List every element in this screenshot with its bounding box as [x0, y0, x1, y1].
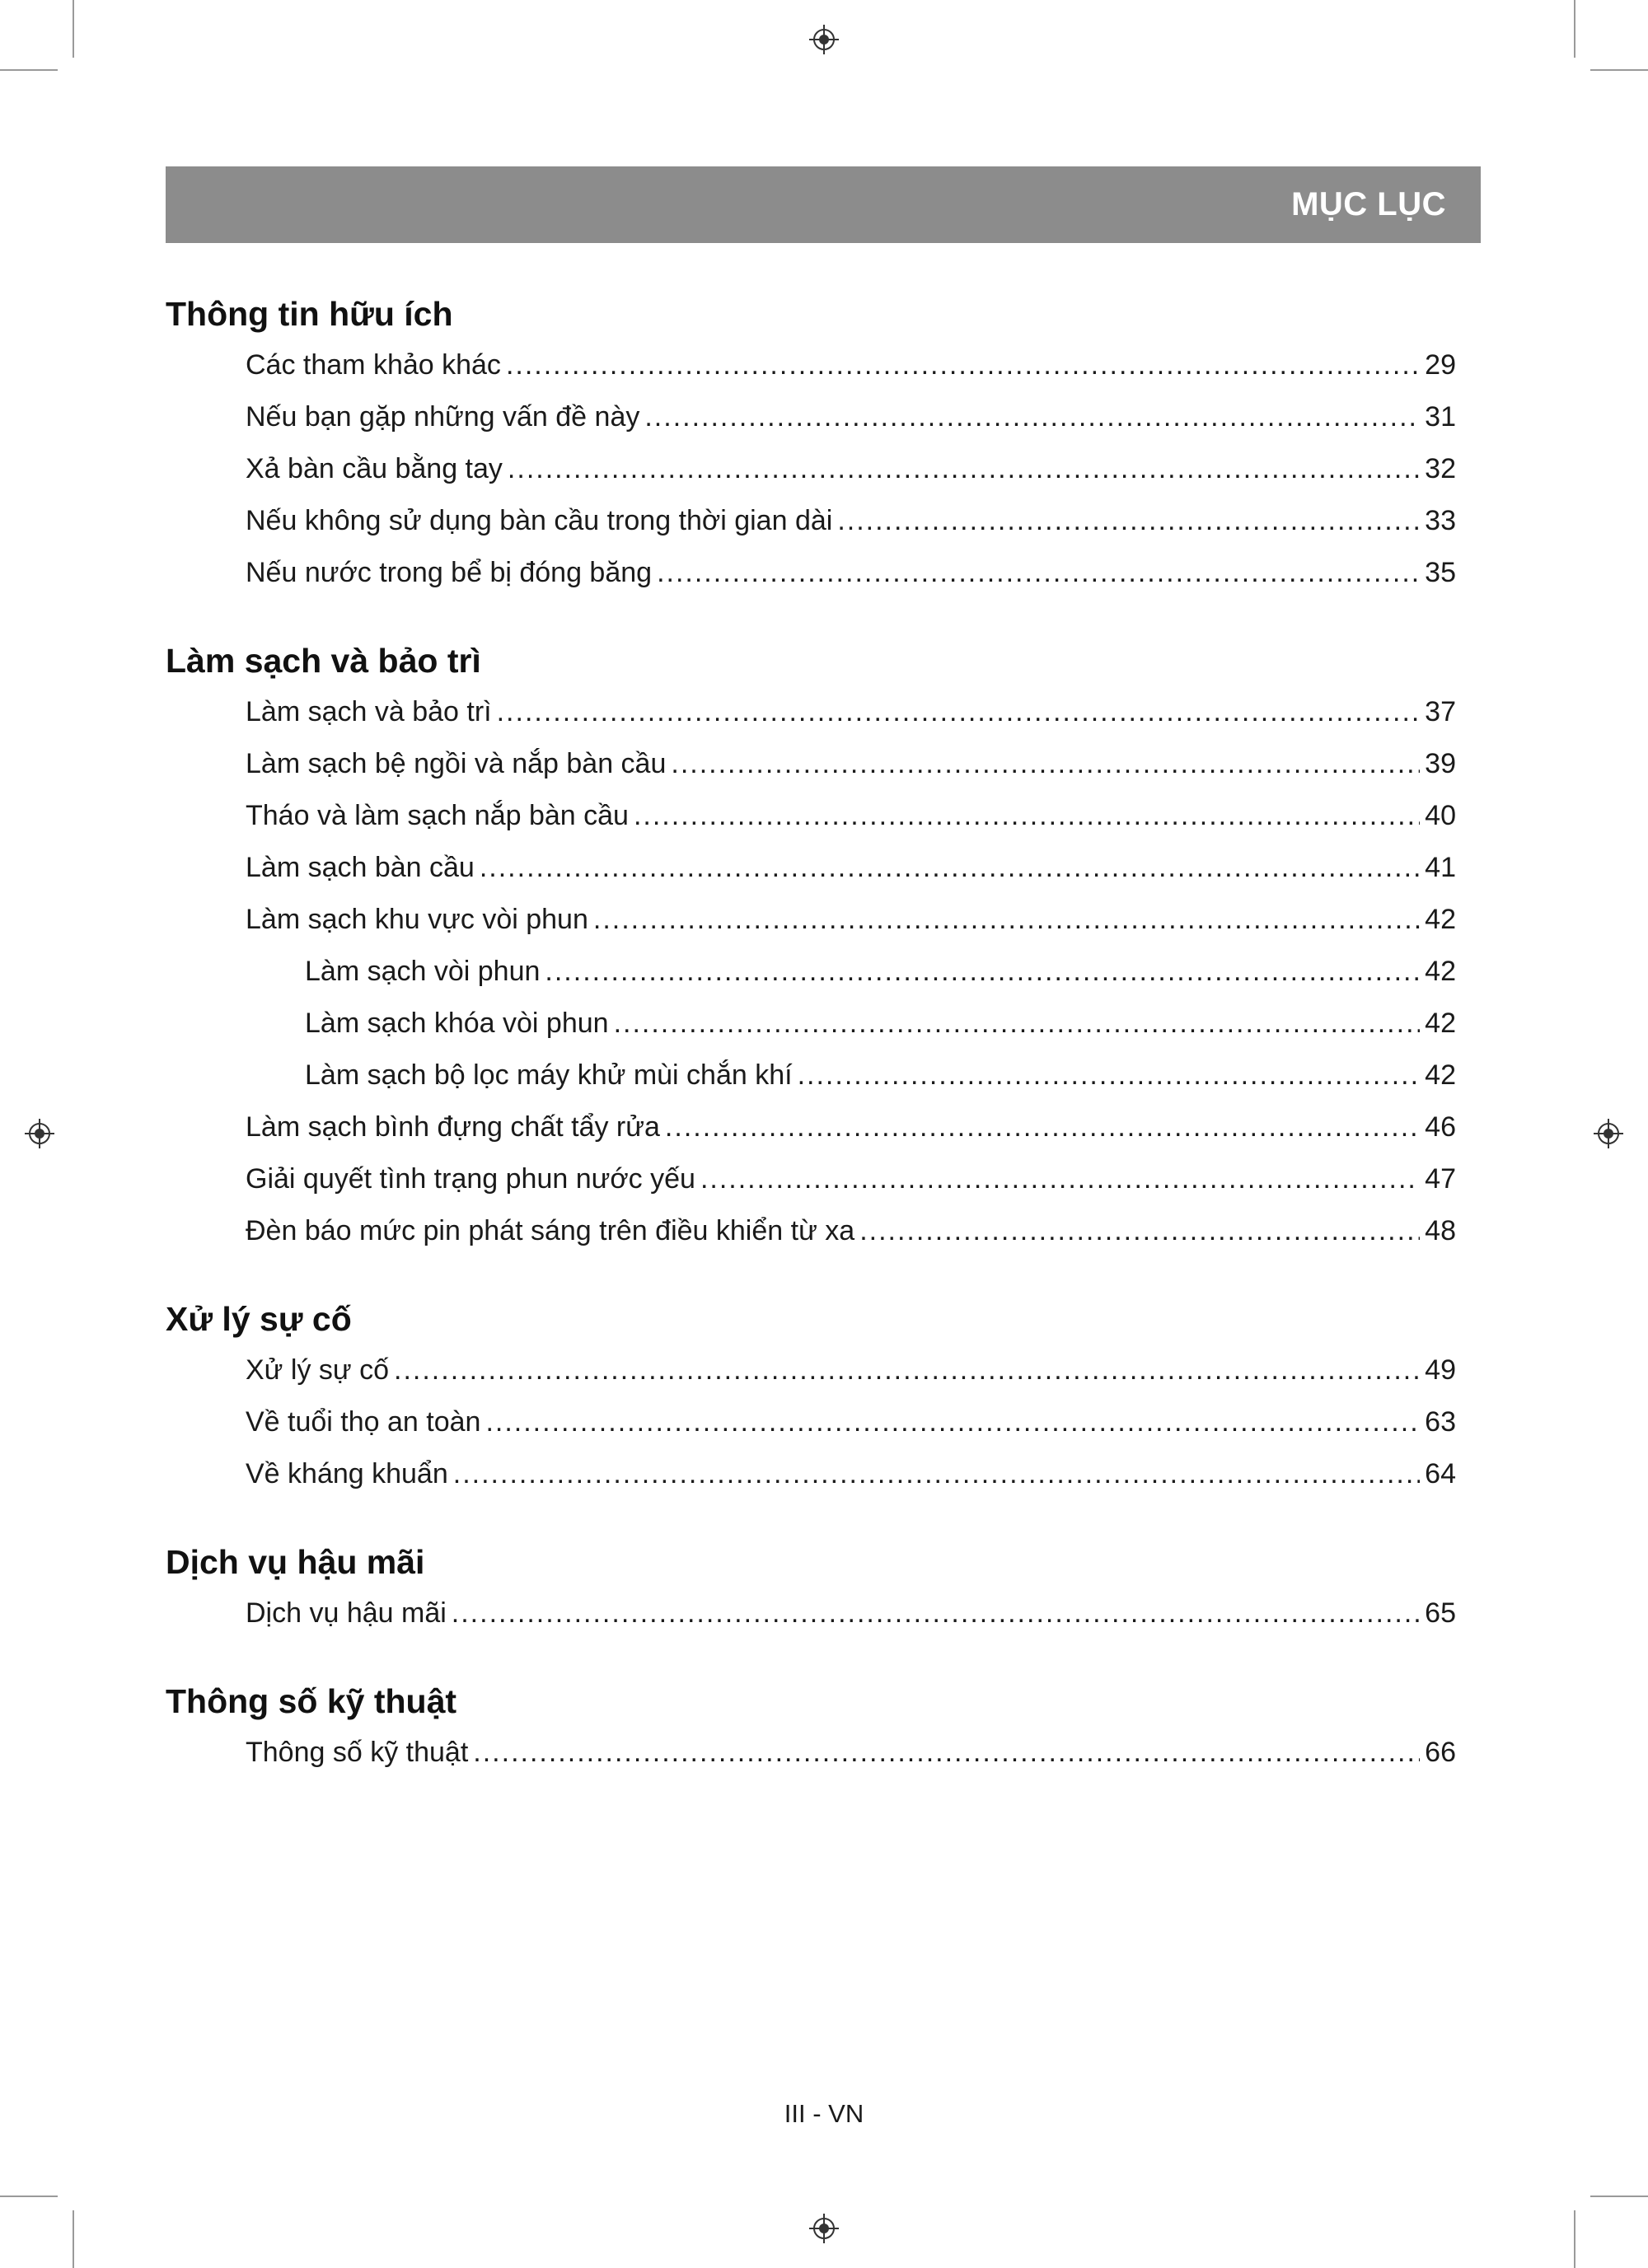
toc-entry[interactable]	[166, 547, 1456, 599]
toc-section-after-sales	[166, 1536, 1456, 1639]
toc-entry[interactable]	[166, 1344, 1456, 1396]
registration-mark-icon	[808, 23, 840, 56]
crop-mark	[73, 2210, 74, 2268]
leader-dots	[614, 998, 1421, 1050]
toc-entry-page: 42	[1425, 1008, 1456, 1039]
leader-dots	[644, 391, 1420, 443]
toc-entry[interactable]	[166, 391, 1456, 443]
toc-entry-page: 29	[1425, 349, 1456, 381]
leader-dots	[798, 1050, 1421, 1101]
leader-dots	[394, 1344, 1420, 1396]
crop-mark	[1574, 0, 1575, 58]
toc-entry-label: Nếu nước trong bể bị đóng băng	[246, 557, 653, 588]
crop-mark	[0, 69, 58, 71]
toc-entry-label: Làm sạch bệ ngồi và nắp bàn cầu	[246, 748, 667, 779]
toc-entry-label: Nếu không sử dụng bàn cầu trong thời gian dài	[246, 505, 833, 536]
toc-entry[interactable]	[166, 1396, 1456, 1448]
toc-entry-label: Thông số kỹ thuật	[246, 1737, 469, 1768]
toc-entry-page: 46	[1425, 1111, 1456, 1143]
leader-dots	[452, 1588, 1420, 1639]
leader-dots	[506, 339, 1420, 391]
toc-entry-label: Về kháng khuẩn	[246, 1458, 448, 1489]
toc-entry[interactable]	[166, 738, 1456, 790]
toc-entry[interactable]	[166, 339, 1456, 391]
toc-entry[interactable]	[166, 790, 1456, 842]
toc-entry-page: 37	[1425, 696, 1456, 727]
crop-mark	[1590, 69, 1648, 71]
toc-entry[interactable]	[166, 1588, 1456, 1639]
toc-entry-label: Giải quyết tình trạng phun nước yếu	[246, 1163, 695, 1195]
toc-subentry[interactable]	[166, 1050, 1456, 1101]
leader-dots	[671, 738, 1420, 790]
section-title: Xử lý sự cố	[166, 1300, 352, 1338]
leader-dots	[497, 686, 1421, 738]
crop-mark	[0, 2196, 58, 2197]
toc-entry[interactable]	[166, 686, 1456, 738]
toc-section-troubleshooting	[166, 1293, 1456, 1500]
page-title: MỤC LỤC	[1291, 186, 1446, 222]
header-band	[166, 166, 1481, 243]
page-number: III - VN	[784, 2099, 864, 2128]
leader-dots	[453, 1448, 1420, 1500]
leader-dots	[480, 842, 1420, 894]
leader-dots	[593, 894, 1420, 946]
leader-dots	[657, 547, 1420, 599]
toc-entry-page: 33	[1425, 505, 1456, 536]
toc-entry-page: 63	[1425, 1406, 1456, 1438]
toc-entry-label: Tháo và làm sạch nắp bàn cầu	[246, 800, 629, 831]
toc-subentry[interactable]	[166, 946, 1456, 998]
toc-entry-label: Các tham khảo khác	[246, 349, 501, 381]
leader-dots	[837, 495, 1420, 547]
registration-mark-icon	[1592, 1117, 1625, 1150]
leader-dots	[634, 790, 1420, 842]
toc-entry-page: 49	[1425, 1354, 1456, 1386]
toc-section-specifications	[166, 1676, 1456, 1779]
section-title: Dịch vụ hậu mãi	[166, 1543, 425, 1581]
leader-dots	[473, 1727, 1420, 1779]
leader-dots	[545, 946, 1420, 998]
toc-entry[interactable]	[166, 894, 1456, 946]
toc-entry-page: 35	[1425, 557, 1456, 588]
crop-mark	[73, 0, 74, 58]
toc-entry-page: 42	[1425, 956, 1456, 987]
toc-entry-page: 48	[1425, 1215, 1456, 1246]
table-of-contents	[166, 288, 1456, 1779]
toc-entry[interactable]	[166, 1205, 1456, 1257]
leader-dots	[700, 1153, 1420, 1205]
toc-subentry[interactable]	[166, 998, 1456, 1050]
toc-entry-page: 41	[1425, 852, 1456, 883]
section-title: Thông số kỹ thuật	[166, 1682, 457, 1720]
section-title: Làm sạch và bảo trì	[166, 642, 481, 680]
crop-mark	[1574, 2210, 1575, 2268]
registration-mark-icon	[808, 2212, 840, 2245]
toc-entry[interactable]	[166, 1448, 1456, 1500]
leader-dots	[859, 1205, 1420, 1257]
toc-entry-label: Làm sạch và bảo trì	[246, 696, 492, 727]
toc-entry-page: 64	[1425, 1458, 1456, 1489]
crop-mark	[1590, 2196, 1648, 2197]
toc-entry-label: Về tuổi thọ an toàn	[246, 1406, 481, 1438]
toc-entry-label: Làm sạch bình đựng chất tẩy rửa	[246, 1111, 660, 1143]
toc-entry-label: Làm sạch vòi phun	[305, 956, 541, 987]
leader-dots	[485, 1396, 1420, 1448]
toc-entry-page: 42	[1425, 904, 1456, 935]
toc-entry-page: 32	[1425, 453, 1456, 484]
toc-entry-page: 31	[1425, 401, 1456, 433]
toc-entry[interactable]	[166, 495, 1456, 547]
toc-entry-page: 42	[1425, 1059, 1456, 1091]
toc-entry-label: Xả bàn cầu bằng tay	[246, 453, 503, 484]
registration-mark-icon	[23, 1117, 56, 1150]
toc-section-cleaning	[166, 635, 1456, 1257]
leader-dots	[508, 443, 1420, 495]
toc-entry[interactable]	[166, 1101, 1456, 1153]
toc-entry-label: Dịch vụ hậu mãi	[246, 1597, 447, 1629]
toc-entry-label: Nếu bạn gặp những vấn đề này	[246, 401, 640, 433]
toc-entry-page: 66	[1425, 1737, 1456, 1768]
toc-entry-label: Làm sạch khu vực vòi phun	[246, 904, 588, 935]
toc-entry-label: Làm sạch bộ lọc máy khử mùi chắn khí	[305, 1059, 793, 1091]
toc-entry-page: 39	[1425, 748, 1456, 779]
toc-entry-label: Làm sạch bàn cầu	[246, 852, 475, 883]
toc-entry[interactable]	[166, 1727, 1456, 1779]
toc-entry-label: Xử lý sự cố	[246, 1354, 390, 1386]
toc-entry-page: 65	[1425, 1597, 1456, 1629]
toc-entry-page: 40	[1425, 800, 1456, 831]
toc-entry[interactable]	[166, 842, 1456, 894]
toc-entry[interactable]	[166, 443, 1456, 495]
toc-section-useful-info	[166, 288, 1456, 599]
toc-entry-label: Làm sạch khóa vòi phun	[305, 1008, 609, 1039]
toc-entry-page: 47	[1425, 1163, 1456, 1195]
section-title: Thông tin hữu ích	[166, 295, 453, 333]
toc-entry-label: Đèn báo mức pin phát sáng trên điều khiển từ xa	[246, 1215, 855, 1246]
toc-entry[interactable]	[166, 1153, 1456, 1205]
leader-dots	[665, 1101, 1420, 1153]
